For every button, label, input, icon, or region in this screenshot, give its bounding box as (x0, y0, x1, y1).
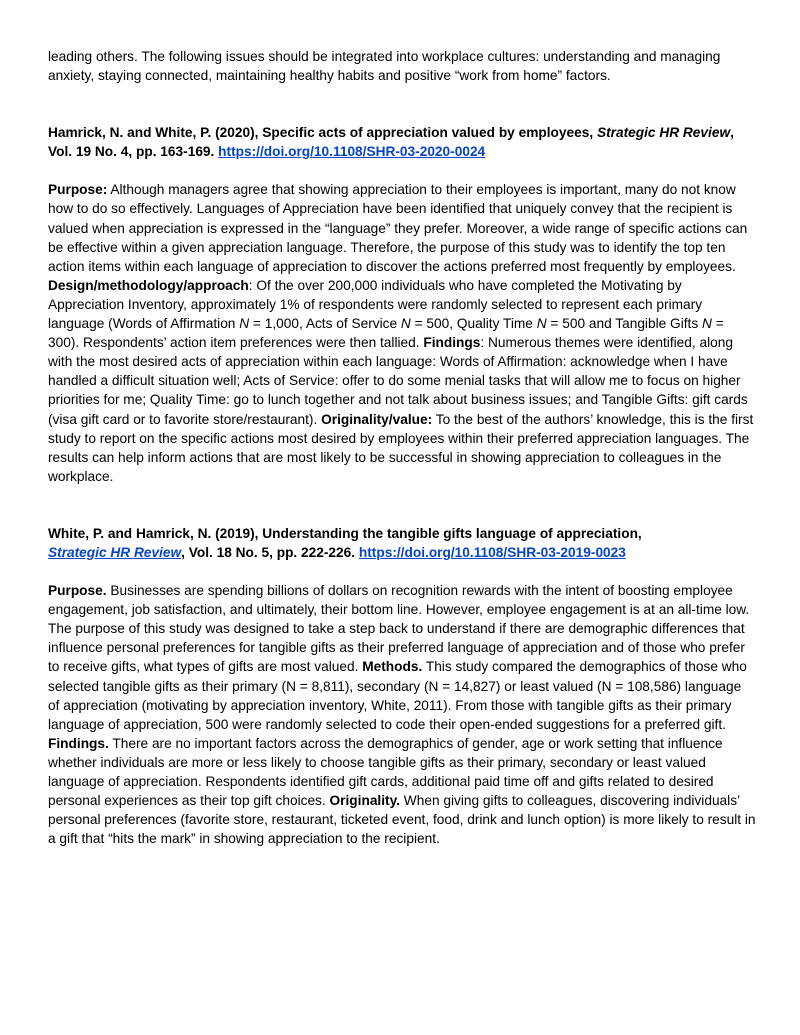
reference-citation-1 (48, 123, 756, 161)
design-text: = 500, Quality Time (410, 316, 537, 332)
citation-volume: , Vol. 18 No. 5, pp. 222-226. (181, 544, 359, 560)
originality-text: To the best of the authors’ knowledge, this is the first study to report on the specific actions most desired by employees within their preferred appreciation languages. The results can help inform actions that are most likely to be successful in showing appreciation to colleagues in the workplace. (48, 411, 754, 484)
reference-citation-2 (48, 524, 756, 562)
citation-authors-title: Hamrick, N. and White, P. (2020), Specific acts of appreciation valued by employees, (48, 125, 597, 141)
spacer (48, 161, 756, 180)
design-text: = 1,000, Acts of Service (249, 316, 401, 332)
purpose-label: Purpose. (48, 583, 107, 599)
design-text: : Of the over 200,000 individuals who have completed the Motivating by Appreciation Inventory, approximately 1% of respondents were randomly selected to represent each primary language (Words of Affirmation (48, 277, 703, 332)
n-symbol: N (702, 316, 712, 332)
design-label: Design/methodology/approach (48, 277, 249, 293)
design-text: = 300). Respondents’ action item preferences were then tallied. (48, 316, 724, 351)
spacer (48, 486, 756, 524)
originality-label: Originality. (329, 793, 400, 809)
n-symbol: N (239, 316, 250, 332)
purpose-text: Businesses are spending billions of dollars on recognition rewards with the intent of boosting employee engagement, job satisfaction, and ultimately, their bottom line. However, employee engagement is at an all-time low. The purpose of this study was designed to take a step back to understand if there are demographic differences that influence personal preferences for tangible gifts as their preferred language of appreciation and of those who prefer to receive gifts, what types of gifts are most valued. (48, 583, 750, 675)
doi-link-2[interactable]: https://doi.org/10.1108/SHR-03-2019-0023 (358, 544, 626, 560)
abstract-1 (48, 180, 756, 486)
doi-link-1[interactable]: https://doi.org/10.1108/SHR-03-2020-0024 (218, 144, 486, 160)
spacer (48, 85, 756, 123)
n-symbol: N (536, 316, 547, 332)
abstract-2 (48, 581, 756, 848)
citation-volume: , Vol. 19 No. 4, pp. 163-169. (48, 125, 734, 160)
intro-text: leading others. The following issues should be integrated into workplace cultures: understanding and managing anxiety, staying connected, maintaining healthy habits and positive “work from home” factors. (48, 49, 721, 84)
originality-text: When giving gifts to colleagues, discovering individuals’ personal preferences (favorite store, restaurant, ticketed event, food, drink and lunch option) is more likely to result in a gift that “hits the mark” in showing appreciation to the recipient. (48, 793, 756, 847)
methods-text: This study compared the demographics of those who selected tangible gifts as their primary (N = 8,811), secondary (N = 14,827) or least valued (N = 108,586) language of appreciation (motivating by appreciation inventory, White, 2011). From those with tangible gifts as their primary language of appreciation, 500 were randomly selected to code their open-ended suggestions for a preferred gift. (48, 659, 747, 732)
n-symbol: N (400, 316, 411, 332)
purpose-label: Purpose: (48, 182, 108, 198)
spacer (48, 562, 756, 581)
citation-journal: Strategic HR Review (596, 125, 731, 141)
purpose-text: Although managers agree that showing appreciation to their employees is important, many do not know how to do so effectively. Languages of Appreciation have been identified that uniquely convey that the recipient is valued when appreciation is expressed in the “language” they prefer. Moreover, a wide range of specific actions can be effective within a given appreciation language. Therefore, the purpose of this study was to identify the top ten action items within each language of appreciation to discover the actions preferred most frequently by employees. (48, 182, 748, 274)
findings-text: : Numerous themes were identified, along with the most desired acts of appreciation within each language: Words of Affirmation: acknowledge when I have handled a difficult situation well; Acts of Service: offer to do some menial tasks that will allow me to focus on higher priorities for me; Quality Time: go to lunch together and not talk about business issues; and Tangible Gifts: gift cards (visa gift card or to favorite store/restaurant). (48, 335, 748, 427)
methods-label: Methods. (362, 659, 423, 675)
findings-text: There are no important factors across the demographics of gender, age or work setting that influence whether individuals are more or less likely to choose tangible gifts as their primary, secondary or least valued language of appreciation. Respondents identified gift cards, additional paid time off and gifts related to desired personal experiences as their top gift choices. (48, 735, 723, 809)
journal-link[interactable]: Strategic HR Review (48, 544, 182, 560)
originality-label: Originality/value: (321, 411, 433, 427)
findings-label: Findings. (48, 735, 109, 751)
citation-authors-title: White, P. and Hamrick, N. (2019), Understanding the tangible gifts language of appreciation, (48, 525, 642, 541)
design-text: = 500 and Tangible Gifts (546, 316, 702, 332)
document-page (48, 47, 756, 848)
intro-paragraph (48, 47, 756, 85)
findings-label: Findings (423, 335, 481, 351)
